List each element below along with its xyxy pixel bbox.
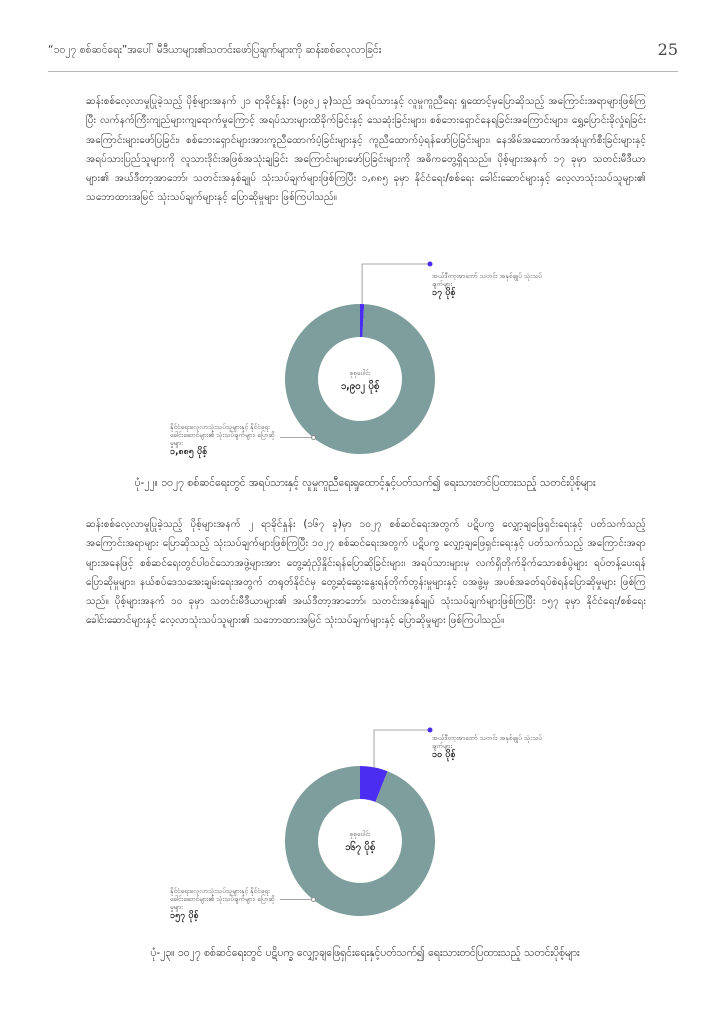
running-title: “၁၀၂၇ စစ်ဆင်ရေး”အပေါ် မီဒီယာများ၏သတင်းဖော်ပြချက်များကို ဆန်းစစ်လေ့လာခြင်း xyxy=(48,44,382,56)
page-number: 25 xyxy=(657,40,678,59)
leader-line xyxy=(362,264,430,304)
center-label xyxy=(290,830,430,855)
figure-caption: ပုံ-၂၂။ ၁၀၂၇ စစ်ဆင်ရေးတွင် အရပ်သားနှင့် လူမှုကူညီရေးရှုထောင့်နှင့်ပတ်သက်၍ ရေးသားတင်ပြထားသည့် သတင်းပိုစ့်များ xyxy=(134,477,596,489)
legend-label-editorial xyxy=(432,734,552,759)
legend-label-commentary xyxy=(170,887,275,920)
series-value: ၁၇ ပိုစ့် xyxy=(432,288,456,298)
series-value: ၁၅၇ ပိုစ့် xyxy=(170,911,199,921)
series-name: နိုင်ငံရေးလေ့လာသုံးသပ်သူများနှင့် နိုင်ငံရေးခေါင်းဆောင်များ၏ သုံးသပ်ချက်များ၊ ပြောဆိုမှုများ xyxy=(170,887,275,911)
center-title: စုစုပေါင်း xyxy=(349,369,371,377)
page-header xyxy=(48,40,678,70)
leader-dot xyxy=(312,898,316,902)
center-title: စုစုပေါင်း xyxy=(349,830,371,838)
series-name: အယ်ဒီတာ့အာဘော် သတင်း အနှစ်ချုပ် သုံးသပ်ချက်များ xyxy=(432,272,542,288)
leader-line xyxy=(374,730,430,767)
center-value: ၁,၉၀၂ ပိုစ့် xyxy=(340,381,380,392)
leader-dot xyxy=(428,262,433,267)
donut-chart xyxy=(140,730,600,950)
donut-chart xyxy=(140,257,600,477)
legend-label-commentary xyxy=(170,423,275,456)
center-label xyxy=(290,369,430,394)
series-name: နိုင်ငံရေးလေ့လာသုံးသပ်သူများနှင့် နိုင်ငံရေးခေါင်းဆောင်များ၏ သုံးသပ်ချက်များ၊ ပြောဆိုမှုများ xyxy=(170,423,275,447)
body-paragraph: ဆန်းစစ်လေ့လာမှုပြုခဲ့သည့် ပိုစ့်များအနက် ၂၁ ရာခိုင်နှုန်း (၁၉၀၂ ခု)သည် အရပ်သားနှင့် လူမှုကူညီရေး ရှုထောင့်မှပြောဆိုသည့် အကြောင်းအရာများဖြစ်ကြပြီး လက်နက်ကြီးကျည်များကျရောက်မှုကြောင့် အရပ်သားများထိခိုက်ခြင်းနှင့် သေဆုံးခြင်းများ၊ စစ်ဘေးရှောင်နေရခြင်းအကြောင်းများ၊ ရွှေ့ပြောင်းခိုလှုံရခြင်းအကြောင်းများဖော်ပြခြင်း၊ စစ်ဘေးရှောင်များအားကူညီထောက်ပံ့ခြင်းများနှင့် ကူညီထောက်ပံ့ရန်ဖော်ပြခြင်းများ၊ နေအိမ်အဆောက်အအုံပျက်စီးခြင်းများနှင့် အရပ်သားပြည်သူများကို လူသားဒိုင်းအဖြစ်အသုံးချခြင်း အကြောင်းများဖော်ပြခြင်းများကို အဓိကတွေ့ရှိရသည်။ ပိုစ့်များအနက် ၁၇ ခုမှာ သတင်းမီဒီယာများ၏ အယ်ဒီတာ့အာဘော်၊ သတင်းအနှစ်ချုပ် သုံးသပ်ချက်များဖြစ်ကြပြီး ၁,၈၈၅ ခုမှာ နိုင်ငံရေး/စစ်ရေး ခေါင်းဆောင်များနှင့် လေ့လာသုံးသပ်သူများ၏ သဘောထားအမြင် သုံးသပ်ချက်များနှင့် ပြောဆိုမှုများ ဖြစ်ကြပါသည်။ xyxy=(86,96,646,204)
series-value: ၁၀ ပိုစ့် xyxy=(432,750,456,760)
body-paragraph: ဆန်းစစ်လေ့လာမှုပြုခဲ့သည့် ပိုစ့်များအနက် ၂ ရာခိုင်နှုန်း (၁၆၇ ခု)မှာ ၁၀၂၇ စစ်ဆင်ရေးအတွက် ပဋိပက္ခ လျှော့ချဖြေရှင်းရေးနှင့် ပတ်သက်သည့် အကြောင်းအရာများ ပြောဆိုသည့် သုံးသပ်ချက်များဖြစ်ကြပြီး ၁၀၂၇ စစ်ဆင်ရေးအတွက် ပဋိပက္ခ လျှော့ချဖြေရှင်းရေးနှင့် ပတ်သက်သည့် အကြောင်းအရာများအနေဖြင့် စစ်ဆင်ရေးတွင်ပါဝင်သောအဖွဲ့များအား တွေ့ဆုံညှိနှိုင်းရန်ပြောဆိုခြင်းများ၊ အရပ်သားများမှ လက်ရှိတိုက်ခိုက်သောစစ်ပွဲများ ရပ်တန့်ပေးရန် ပြောဆိုမှုများ၊ နယ်စပ်ဒေသအေးချမ်းရေးအတွက် တရုတ်နိုင်ငံမှ တွေ့ဆုံဆွေးနွေးရန်တိုက်တွန်းမှုများနှင့် ဝအဖွဲ့မှ အပစ်အခတ်ရပ်စဲရန်ပြောဆိုမှုများ ဖြစ်ကြသည်။ ပိုစ့်များအနက် ၁၀ ခုမှာ သတင်းမီဒီယာများ၏ အယ်ဒီတာ့အာဘော်၊ သတင်းအနှစ်ချုပ် သုံးသပ်ချက်များဖြစ်ကြပြီး ၁၅၇ ခုမှာ နိုင်ငံရေး/စစ်ရေး ခေါင်းဆောင်များနှင့် လေ့လာသုံးသပ်သူများ၏ သဘောထားအမြင် သုံးသပ်ချက်များနှင့် ပြောဆိုမှုများ ဖြစ်ကြပါသည်။ xyxy=(86,519,646,627)
series-value: ၁,၈၈၅ ပိုစ့် xyxy=(170,447,208,457)
leader-dot xyxy=(312,436,316,440)
leader-dot xyxy=(428,728,433,733)
center-value: ၁၆၇ ပိုစ့် xyxy=(344,842,376,853)
legend-label-editorial xyxy=(432,272,552,297)
series-name: အယ်ဒီတာ့အာဘော် သတင်း အနှစ်ချုပ် သုံးသပ်ချက်များ xyxy=(432,734,542,750)
figure-caption: ပုံ-၂၃။ ၁၀၂၇ စစ်ဆင်ရေးတွင် ပဋိပက္ခ လျှော့ချဖြေရှင်းရေးနှင့်ပတ်သက်၍ ရေးသားတင်ပြထားသည့် သတင်းပိုစ့်များ xyxy=(150,947,580,959)
header-divider xyxy=(48,71,678,72)
